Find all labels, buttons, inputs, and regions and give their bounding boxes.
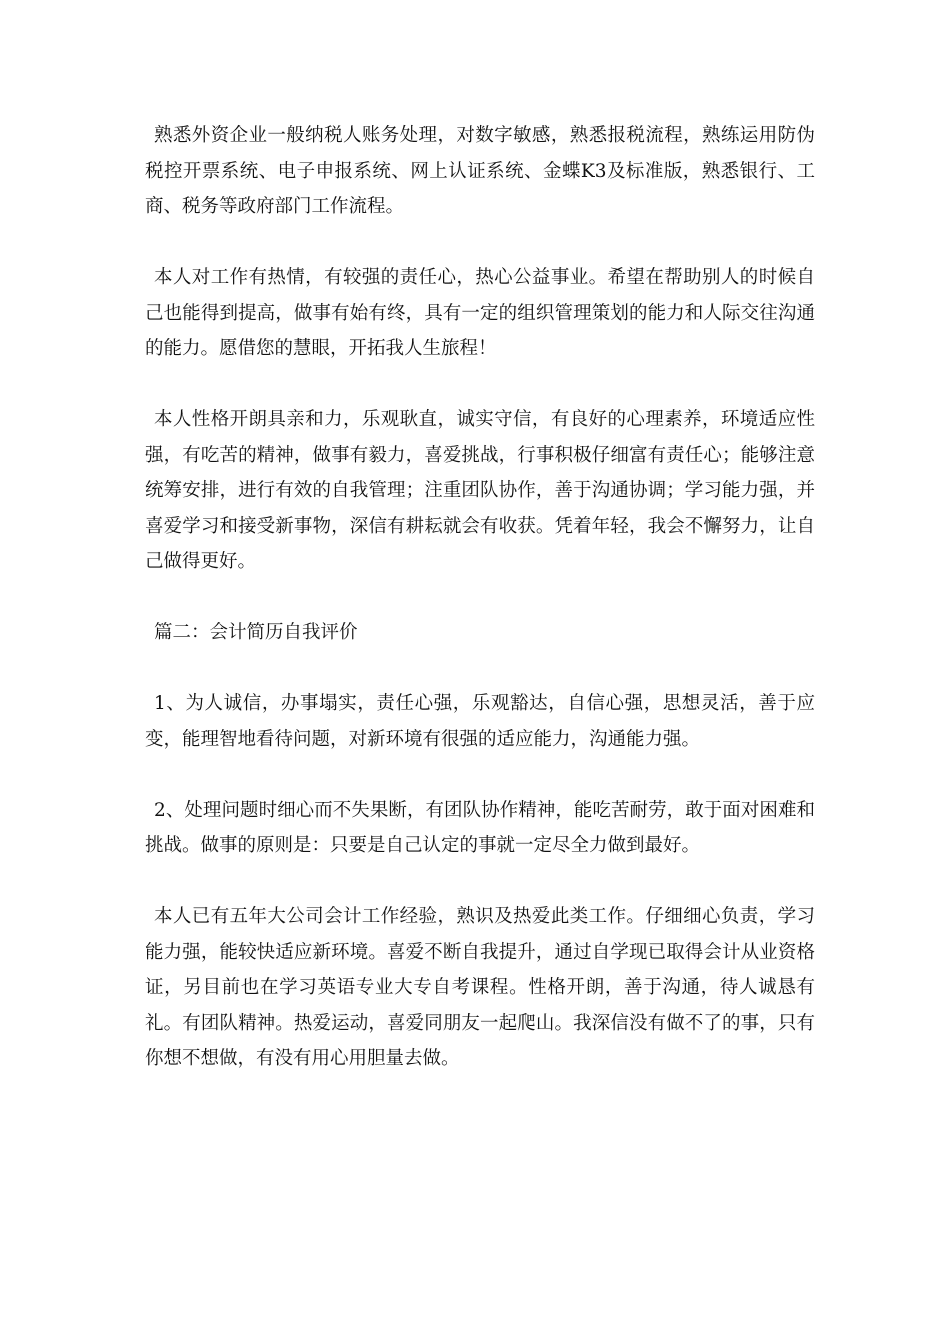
- paragraph-spacer: [145, 367, 815, 403]
- paragraph-spacer: [145, 864, 815, 900]
- list-item-2: 2、处理问题时细心而不失果断，有团队协作精神，能吃苦耐劳，敢于面对困难和挑战。做事的原则是：只要是自己认定的事就一定尽全力做到最好。: [145, 799, 815, 856]
- paragraph-spacer: [145, 651, 815, 687]
- list-item-1: 1、为人诚信，办事塌实，责任心强，乐观豁达，自信心强，思想灵活，善于应变，能理智地看待问题，对新环境有很强的适应能力，沟通能力强。: [145, 693, 815, 750]
- paragraph-spacer: [145, 757, 815, 793]
- section-heading: 篇二：会计简历自我评价: [154, 622, 358, 643]
- document-body: [145, 118, 815, 1077]
- paragraph-attitude: 本人对工作有热情，有较强的责任心，热心公益事业。希望在帮助别人的时候自己也能得到提高，做事有始有终，具有一定的组织管理策划的能力和人际交往沟通的能力。愿借您的慧眼，开拓我人生旅程！: [145, 267, 815, 359]
- paragraph-personality: 本人性格开朗具亲和力，乐观耿直，诚实守信，有良好的心理素养，环境适应性强，有吃苦的精神，做事有毅力，喜爱挑战，行事积极仔细富有责任心；能够注意统筹安排，进行有效的自我管理；注重团队协作，善于沟通协调；学习能力强，并喜爱学习和接受新事物，深信有耕耘就会有收获。凭着年轻，我会不懈努力，让自己做得更好。: [145, 409, 815, 572]
- paragraph-spacer: [145, 225, 815, 261]
- paragraph-skills: 熟悉外资企业一般纳税人账务处理，对数字敏感，熟悉报税流程，熟练运用防伪税控开票系统、电子申报系统、网上认证系统、金蝶K3及标准版，熟悉银行、工商、税务等政府部门工作流程。: [145, 125, 815, 217]
- paragraph-experience: 本人已有五年大公司会计工作经验，熟识及热爱此类工作。仔细细心负责，学习能力强，能较快适应新环境。喜爱不断自我提升，通过自学现已取得会计从业资格证，另目前也在学习英语专业大专自考课程。性格开朗，善于沟通，待人诚恳有礼。有团队精神。热爱运动，喜爱同朋友一起爬山。我深信没有做不了的事，只有你想不想做，有没有用心用胆量去做。: [145, 906, 815, 1069]
- paragraph-spacer: [145, 580, 815, 616]
